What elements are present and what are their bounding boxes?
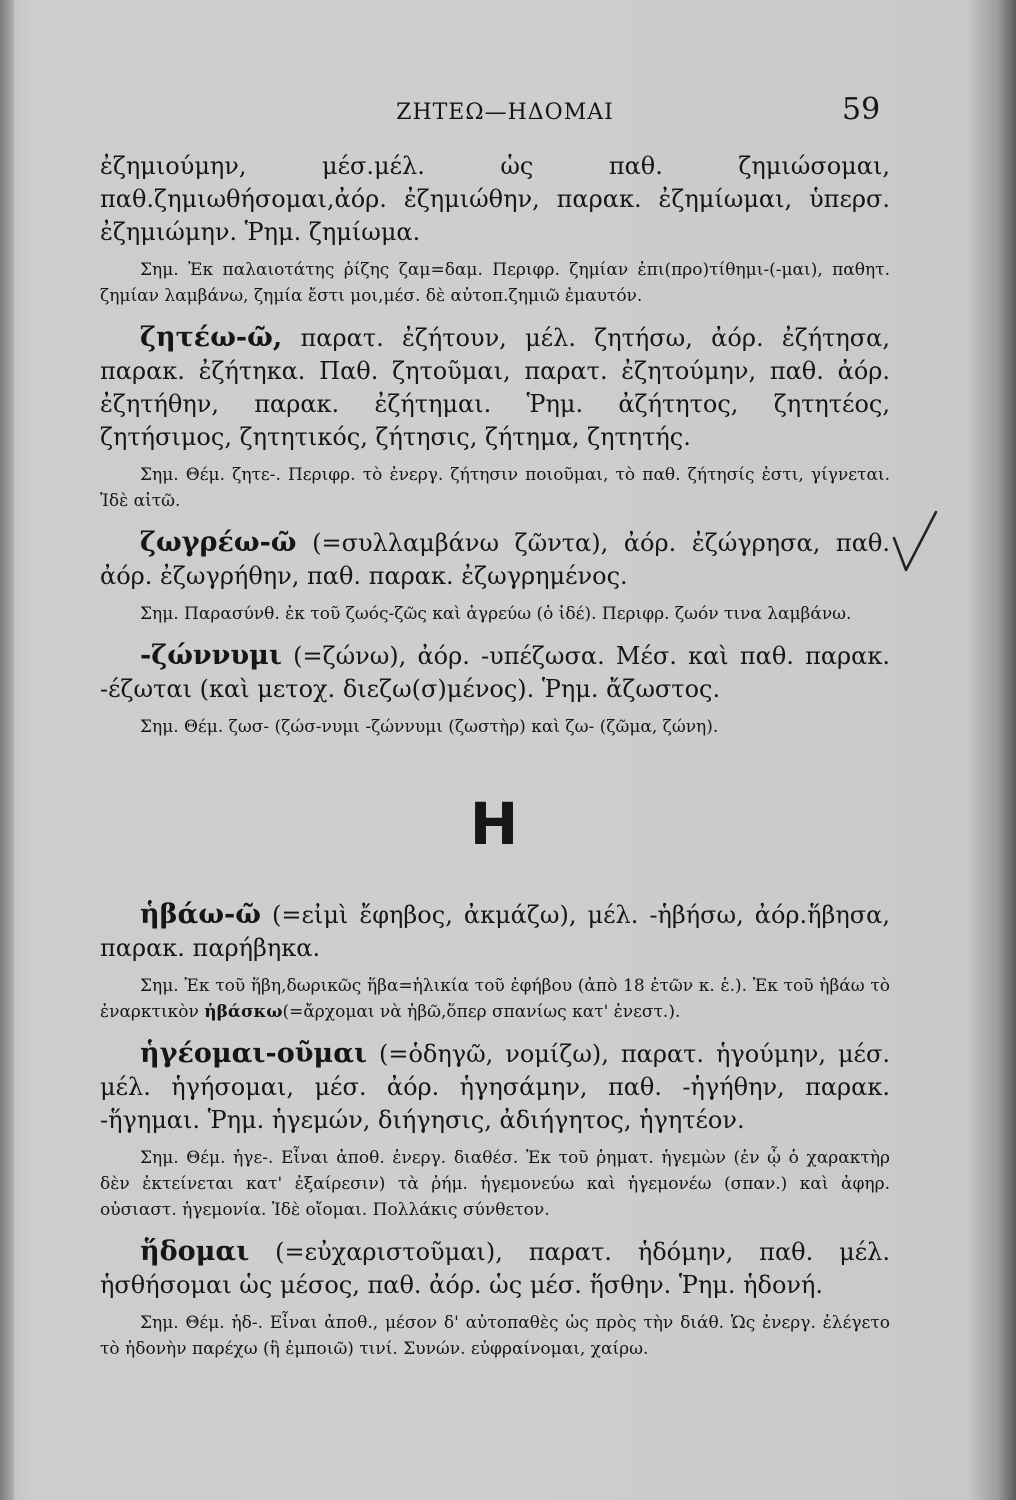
lemma-zonnymi: -ζώννυμι	[140, 640, 282, 671]
dictionary-content	[100, 150, 890, 1374]
page-number: 59	[842, 92, 881, 127]
lemma-hebao: ἡβάω-ῶ	[140, 899, 261, 930]
entry-zonnymi	[100, 639, 890, 706]
lemma-hedomai: ἥδομαι	[140, 1236, 250, 1267]
note-hedomai: Σημ. Θέμ. ἡδ-. Εἶναι ἀποθ., μέσον δ' αὐτοπαθὲς ὡς πρὸς τὴν διάθ. Ὡς ἐνεργ. ἐλέγετο τὸ ἡδονὴν παρέχω (ἢ ἐμποιῶ) τινί. Συνών. εὐφραίνομαι, χαίρω.	[100, 1313, 890, 1359]
section-letter-heading: Η	[469, 790, 521, 858]
note-hebao-bold-term: ἡβάσκω	[204, 1002, 283, 1022]
page-left-edge-shadow	[0, 0, 14, 1500]
lemma-zeteo: ζητέω-ῶ,	[140, 322, 283, 353]
lemma-zogreo: ζωγρέω-ῶ	[140, 527, 297, 558]
note-hebao-post: (=ἄρχομαι νὰ ἡβῶ,ὅπερ σπανίως κατ' ἐνεστ.).	[282, 1002, 681, 1022]
note-zogreo: Σημ. Παρασύνθ. ἐκ τοῦ ζωός-ζῶς καὶ ἀγρεύω (ὁ ἰδέ). Περιφρ. ζωόν τινα λαμβάνω.	[140, 604, 852, 624]
entry-hedomai	[100, 1235, 890, 1302]
note-zeteo: Σημ. Θέμ. ζητε-. Περιφρ. τὸ ἐνεργ. ζήτησιν ποιοῦμαι, τὸ παθ. ζήτησίς ἐστι, γίγνεται. Ἰδὲ αἰτῶ.	[100, 465, 890, 511]
note-hebao-pre: Σημ. Ἐκ τοῦ ἥβη,δωρικῶς ἥβα=ἡλικία τοῦ ἐφήβου (ἀπὸ 18 ἐτῶν κ. ἑ.). Ἐκ τοῦ ἡβάω τὸ ἐναρκτικὸν	[100, 976, 890, 1022]
handwritten-checkmark-icon	[890, 508, 940, 578]
entry-zogreo-text: (=συλλαμβάνω ζῶντα), ἀόρ. ἐζώγρησα, παθ. ἀόρ. ἐζωγρήθην, παθ. παρακ. ἐζωγρημένος.	[100, 529, 890, 590]
running-head: ΖΗΤΕΩ—ΗΔΟΜΑΙ	[396, 100, 614, 125]
lemma-hegeomai: ἡγέομαι-οῦμαι	[140, 1038, 368, 1069]
entry-zeteo-text: παρατ. ἐζήτουν, μέλ. ζητήσω, ἀόρ. ἐζήτησα, παρακ. ἐζήτηκα. Παθ. ζητοῦμαι, παρατ. ἐζητούμην, παθ. ἀόρ. ἐζητήθην, παρακ. ἐζήτημαι. Ῥημ. ἀζήτητος, ζητητέος, ζητήσιμος, ζητητικός, ζήτησις, ζήτημα, ζητητής.	[100, 324, 890, 451]
entry-hedomai-text: (=εὐχαριστοῦμαι), παρατ. ἡδόμην, παθ. μέλ. ἡσθήσομαι ὡς μέσος, παθ. ἀόρ. ὡς μέσ. ἥσθην. Ῥημ. ἡδονή.	[100, 1238, 890, 1299]
entry-zeteo	[100, 321, 890, 454]
page-right-edge-shadow	[970, 0, 1016, 1500]
entry-hegeomai	[100, 1037, 890, 1137]
entry-continuation-zemioo: ἐζημιούμην, μέσ.μέλ. ὡς παθ. ζημιώσομαι, παθ.ζημιωθήσομαι,ἀόρ. ἐζημιώθην, παρακ. ἐζημίωμαι, ὑπερσ. ἐζημιώμην. Ῥημ. ζημίωμα.	[100, 152, 890, 246]
entry-hegeomai-text: (=ὁδηγῶ, νομίζω), παρατ. ἡγούμην, μέσ. μέλ. ἡγήσομαι, μέσ. ἀόρ. ἡγησάμην, παθ. -ἡγήθην, παρακ. -ἥγημαι. Ῥημ. ἡγεμών, διήγησις, ἀδιήγητος, ἡγητέον.	[100, 1040, 890, 1134]
entry-hebao	[100, 898, 890, 965]
entry-hebao-text: (=εἰμὶ ἔφηβος, ἀκμάζω), μέλ. -ἡβήσω, ἀόρ.ἥβησα, παρακ. παρήβηκα.	[100, 901, 890, 962]
note-hegeomai: Σημ. Θέμ. ἡγε-. Εἶναι ἀποθ. ἐνεργ. διαθέσ. Ἐκ τοῦ ῥηματ. ἡγεμὼν (ἐν ᾧ ὁ χαρακτὴρ δὲν ἐκτείνεται κατ' ἐξαίρεσιν) τὰ ῥήμ. ἡγεμονεύω καὶ ἡγεμονέω (σπαν.) καὶ ἀφηρ. οὐσιαστ. ἡγεμονία. Ἰδὲ οἴομαι. Πολλάκις σύνθετον.	[100, 1148, 890, 1220]
note-zonnymi: Σημ. Θέμ. ζωσ- (ζώσ-νυμι -ζώννυμι (ζωστὴρ) καὶ ζω- (ζῶμα, ζώνη).	[140, 717, 719, 737]
note-zemioo: Σημ. Ἐκ παλαιοτάτης ῥίζης ζαμ=δαμ. Περιφρ. ζημίαν ἐπι(προ)τίθημι-(-μαι), παθητ. ζημίαν λαμβάνω, ζημία ἔστι μοι,μέσ. δὲ αὐτοπ.ζημιῶ ἐμαυτόν.	[100, 260, 890, 306]
entry-zonnymi-text: (=ζώνω), ἀόρ. -υπέζωσα. Μέσ. καὶ παθ. παρακ. -έζωται (καὶ μετοχ. διεζω(σ)μένος). Ῥημ. ἄζωστος.	[100, 642, 890, 703]
entry-zogreo	[100, 526, 890, 593]
note-hebao	[100, 973, 890, 1025]
